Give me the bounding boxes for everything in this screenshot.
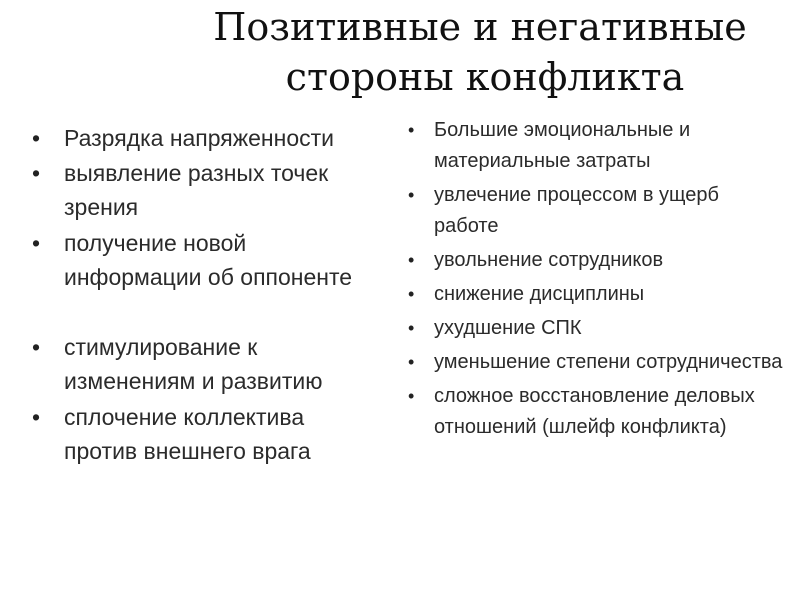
list-item-text: уменьшение степени сотрудничества [434,351,783,373]
bullet-icon: • [32,160,41,186]
list-item-text: сложное восстановление деловых отношений (шлейф конфликта) [434,385,755,438]
bullet-icon: • [408,352,415,372]
list-item [408,347,788,378]
list-item-text: ухудшение СПК [434,317,582,339]
bullet-icon: • [32,404,41,430]
list-item-text: снижение дисциплины [434,283,645,305]
slide-title [120,2,800,102]
title-line-1: Позитивные и негативные [213,5,747,49]
list-item-text: сплочение коллектива против внешнего врага [64,404,311,464]
list-item [408,180,788,242]
bullet-icon: • [32,125,41,151]
list-item [408,115,788,177]
negative-sides-list [408,115,788,446]
list-item [408,245,788,276]
list-item-text: Большие эмоциональные и материальные затраты [434,119,691,172]
list-item-text: выявление разных точек зрения [64,160,329,220]
list-item-text: увлечение процессом в ущерб работе [434,184,719,237]
list-item-text: Разрядка напряженности [64,125,335,151]
list-item [408,313,788,344]
bullet-icon: • [408,120,415,140]
title-line-2: стороны конфликта [285,55,685,99]
list-item-text: увольнение сотрудников [434,249,664,271]
list-item [32,330,382,399]
bullet-icon: • [408,386,415,406]
bullet-icon: • [408,284,415,304]
list-item [32,156,382,225]
positive-sides-list [32,121,382,469]
list-item [32,121,382,155]
list-item [32,400,382,468]
list-item [32,226,382,329]
list-item [408,381,788,443]
bullet-icon: • [32,230,41,256]
bullet-icon: • [408,318,415,338]
bullet-icon: • [32,334,41,360]
bullet-icon: • [408,250,415,270]
list-item-text: получение новой информации об оппоненте [64,230,353,290]
bullet-icon: • [408,185,415,205]
list-item-text: стимулирование к изменениям и развитию [64,334,323,394]
list-item [408,279,788,310]
